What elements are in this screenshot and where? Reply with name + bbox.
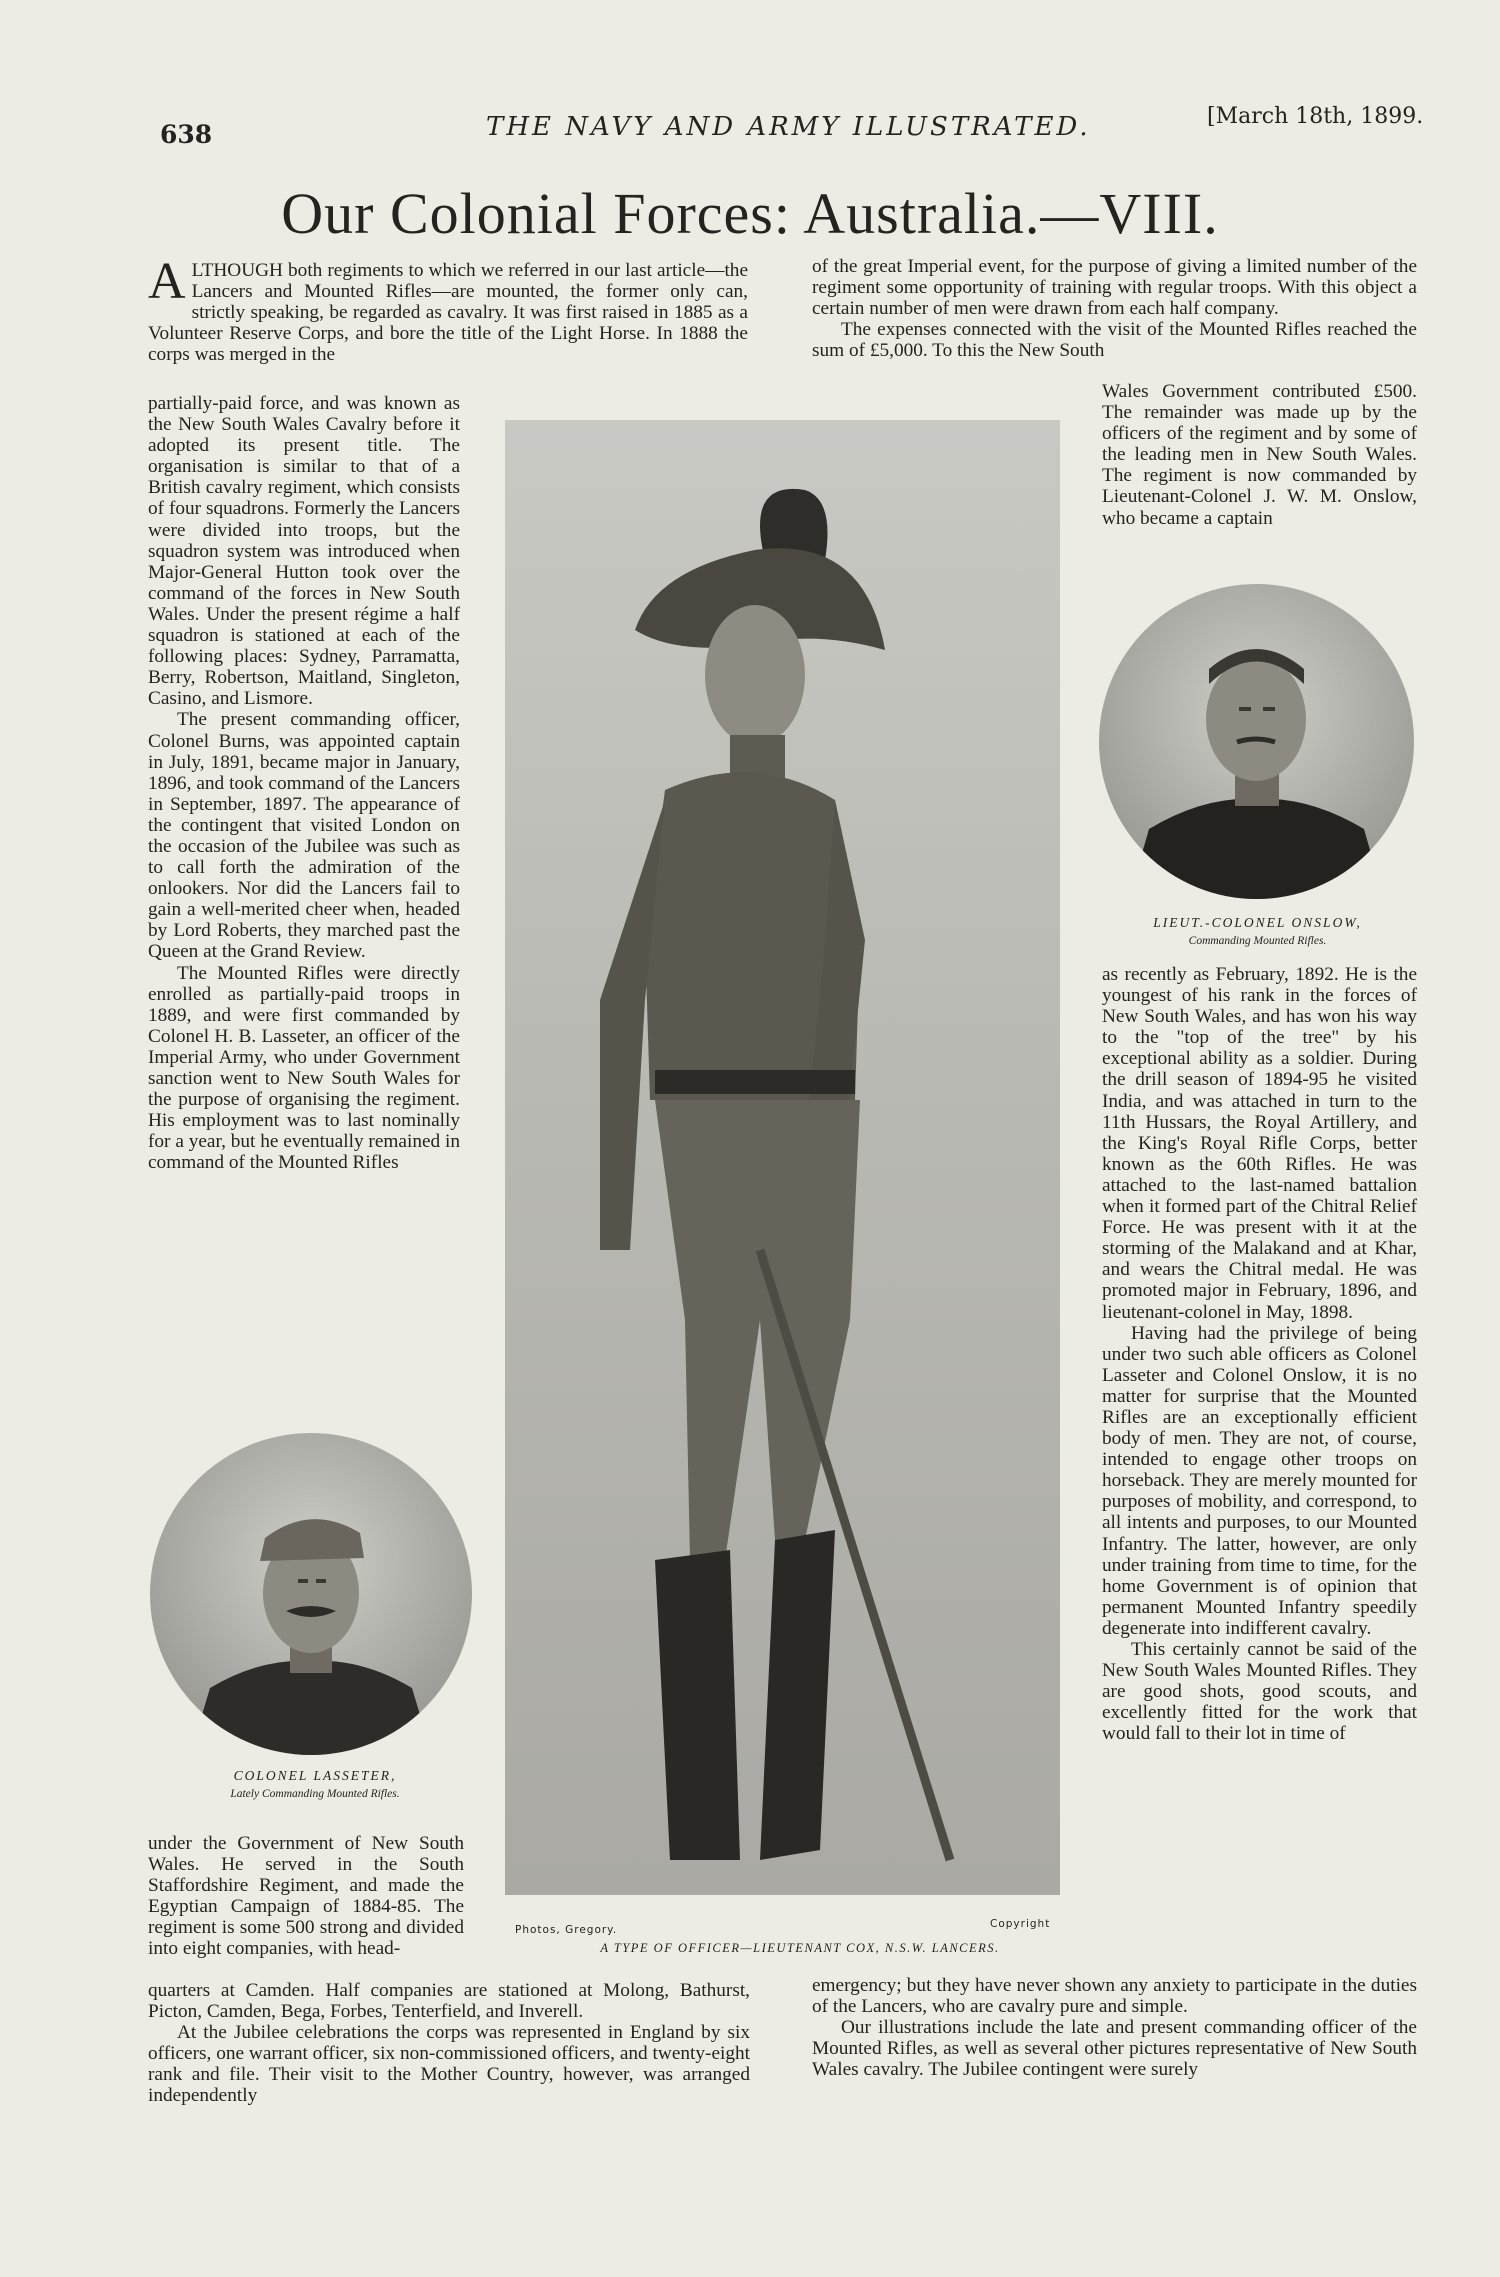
- paragraph: The expenses connected with the visit of the Mounted Rifles reached the sum of £5,000. To this the New South: [812, 319, 1417, 362]
- right-column-bottom: [812, 1975, 1417, 2080]
- paragraph: under the Government of New South Wales. He served in the South Staffordshire Regiment, and made the Egyptian Campaign of 1884-85. The regiment is some 500 strong and divided into eight companies, with head-: [148, 1833, 464, 1960]
- right-column-lower: [1102, 964, 1417, 1744]
- main-photo-lieutenant-cox: [505, 420, 1060, 1895]
- copyright-note: Copyright: [990, 1918, 1051, 1930]
- paragraph: Our illustrations include the late and present commanding officer of the Mounted Rifles, as well as several other pictures representative of New South Wales cavalry. The Jubilee contingent were surely: [812, 2017, 1417, 2081]
- paragraph: The present commanding officer, Colonel Burns, was appointed captain in July, 1891, became major in January, 1896, and took command of the Lancers in September, 1897. The appearance of the contingent that visited London on the occasion of the Jubilee was such as to call forth the admiration of the onlookers. Nor did the Lancers fail to gain a well-merited cheer when, headed by Lord Roberts, they marched past the Queen at the Grand Review.: [148, 709, 460, 963]
- left-column-lower: [148, 1833, 464, 1960]
- caption-lasseter: [150, 1768, 480, 1800]
- paragraph: Having had the privilege of being under two such able officers as Colonel Lasseter and Colonel Onslow, it is no matter for surprise that the Mounted Rifles are an exceptionally efficient body of men. They are not, of course, intended to engage other troops on horseback. They are merely mounted for purposes of mobility, and correspond, to all intents and purposes, to our Mounted Infantry. The latter, however, are only under training from time to time, for the home Government is of opinion that permanent Mounted Infantry speedily degenerate into indifferent cavalry.: [1102, 1322, 1417, 1639]
- page-number: 638: [160, 120, 213, 149]
- article-title: Our Colonial Forces: Australia.—VIII.: [281, 181, 1219, 246]
- paragraph: partially-paid force, and was known as the New South Wales Cavalry before it adopted its present title. The organisation is similar to that of a British cavalry regiment, which consists of four squadrons. Formerly the Lancers were divided into troops, but the squadron system was introduced when Major-General Hutton took over the command of the forces in New South Wales. Under the present régime a half squadron is stationed at each of the following places: Sydney, Parramatta, Berry, Robertson, Maitland, Singleton, Casino, and Lismore.: [148, 393, 460, 710]
- paragraph: quarters at Camden. Half companies are stationed at Molong, Bathurst, Picton, Camden, Bega, Forbes, Tenterfield, and Inverell.: [148, 1980, 750, 2023]
- paragraph: of the great Imperial event, for the purpose of giving a limited number of the regiment some opportunity of training with regular troops. With this object a certain number of men were drawn from each half company.: [812, 256, 1417, 320]
- photo-credit: Photos, Gregory.: [515, 1924, 618, 1936]
- caption-main-photo: A TYPE OF OFFICER—LIEUTENANT COX, N.S.W. LANCERS.: [600, 1941, 1000, 1955]
- caption-role: Commanding Mounted Rifles.: [1188, 935, 1327, 947]
- caption-onslow: [1085, 915, 1430, 947]
- caption-role: Lately Commanding Mounted Rifles.: [230, 1788, 400, 1800]
- portrait-onslow: [1099, 584, 1414, 899]
- caption-name: LIEUT.-COLONEL ONSLOW,: [1153, 915, 1362, 930]
- right-column-top: [812, 256, 1417, 361]
- paragraph: This certainly cannot be said of the New South Wales Mounted Rifles. They are good shots, good scouts, and excellently fitted for the work that would fall to their lot in time of: [1102, 1639, 1417, 1745]
- portrait-figure-icon: [150, 1433, 472, 1755]
- paragraph: as recently as February, 1892. He is the youngest of his rank in the forces of New South Wales, and has won his way to the "top of the tree" by his exceptional ability as a soldier. During the drill season of 1894-95 he visited India, and was attached in turn to the 11th Hussars, the Royal Artillery, and the King's Royal Rifle Corps, better known as the 60th Rifles. He was attached to the last-named battalion when it formed part of the Chitral Relief Force. He was present with it at the storming of the Malakand and at Khar, and wears the Chitral medal. He was promoted major in February, 1896, and lieutenant-colonel in May, 1898.: [1102, 964, 1417, 1323]
- left-column-narrow: [148, 393, 460, 1173]
- paragraph: Wales Government contributed £500. The remainder was made up by the officers of the regiment and by some of the leading men in New South Wales. The regiment is now commanded by Lieutenant-Colonel J. W. M. Onslow, who became a captain: [1102, 381, 1417, 529]
- left-column-top: [148, 253, 748, 366]
- caption-name: COLONEL LASSETER,: [233, 1768, 397, 1783]
- paragraph: emergency; but they have never shown any anxiety to participate in the duties of the Lancers, who are cavalry pure and simple.: [812, 1975, 1417, 2018]
- issue-date: [March 18th, 1899.: [1207, 104, 1424, 129]
- portrait-figure-icon: [1099, 584, 1414, 899]
- paragraph: ALTHOUGH both regiments to which we referred in our last article—the Lancers and Mounted Rifles—are mounted, the former only can, strictly speaking, be regarded as cavalry. It was first raised in 1885 as a Volunteer Reserve Corps, and bore the title of the Light Horse. In 1888 the corps was merged in the: [148, 253, 748, 366]
- paragraph: At the Jubilee celebrations the corps was represented in England by six officers, one warrant officer, six non-commissioned officers, and twenty-eight rank and file. Their visit to the Mother Country, however, was arranged independently: [148, 2022, 750, 2107]
- left-column-bottom: [148, 1980, 750, 2107]
- officer-figure-icon: [505, 420, 1060, 1895]
- drop-cap: A: [148, 253, 186, 310]
- paragraph: The Mounted Rifles were directly enrolled as partially-paid troops in 1889, and were first commanded by Colonel H. B. Lasseter, an officer of the Imperial Army, who under Government sanction went to New South Wales for the purpose of organising the regiment. His employment was to last nominally for a year, but he eventually remained in command of the Mounted Rifles: [148, 962, 460, 1174]
- portrait-lasseter: [150, 1433, 472, 1755]
- right-column-narrow: [1102, 381, 1417, 529]
- running-head: THE NAVY AND ARMY ILLUSTRATED.: [486, 112, 1091, 142]
